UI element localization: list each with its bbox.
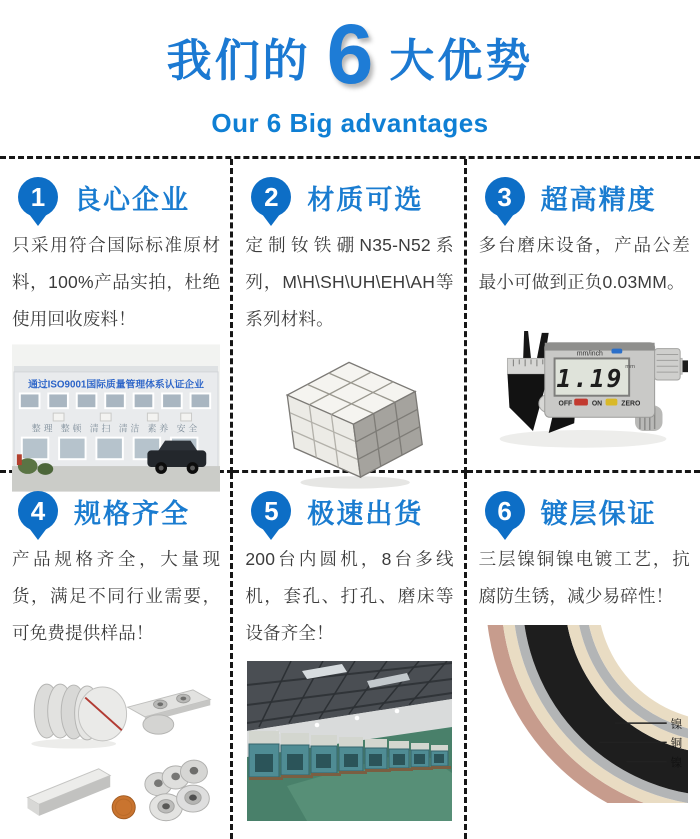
cell-5-head [251,491,453,531]
advantage-cell-6 [467,473,700,839]
coating-label-nickel-top: 镍 [670,718,683,731]
cell-3-description: 多台磨床设备，产品公差最小可做到正负0.03MM。 [478,235,690,292]
page-header [0,0,700,139]
digital-caliper-photo [480,307,688,455]
magnet-cubes-photo [249,343,449,493]
coating-label-nickel-bottom: 镍 [670,756,683,769]
number-badge-1: 1 [18,177,58,217]
cell-5-description: 200台内圆机，8台多线机，套孔、打孔、磨床等设备齐全！ [245,549,454,643]
cell-6-head [485,491,690,531]
advantage-cell-5 [233,473,466,839]
number-badge-4: 4 [18,491,58,531]
number-badge-3: 3 [485,177,525,217]
workshop-photo [247,661,452,821]
advantage-cell-2 [233,159,466,473]
coating-layers-diagram [480,625,688,803]
cell-2-head [251,177,453,217]
cell-6-title: 镀层保证 [540,498,657,529]
caliper-on-label: ON [592,400,603,408]
title-prefix: 我们的 [166,34,311,86]
page-subtitle: Our 6 Big advantages [211,108,489,138]
caliper-off-label: OFF [558,400,573,408]
cell-1-description: 只采用符合国际标准原材料，100%产品实拍，杜绝使用回收废料！ [12,235,221,329]
advantage-cell-4 [0,473,233,839]
caliper-display-value: 1.19 [556,363,624,393]
cell-3-head [485,177,690,217]
cell-6-description: 三层镍铜镍电镀工艺，抗腐防生锈，减少易碎性！ [478,549,690,606]
cell-1-title: 良心企业 [74,184,190,215]
number-badge-6: 6 [485,491,525,531]
factory-slogan-text: 整理 整顿 清扫 清洁 素养 安全 [32,423,201,434]
coating-label-copper: 铜 [670,737,683,750]
page-title [0,7,700,101]
cell-4-description: 产品规格齐全，大量现货，满足不同行业需要，可免费提供样品！ [12,549,221,643]
magnet-shapes-photo [12,661,220,839]
caliper-zero-label: ZERO [621,400,641,408]
advantage-grid [0,156,700,839]
cell-2-title: 材质可选 [307,184,424,215]
big-number-six: 6 [326,7,374,101]
cell-5-title: 极速出货 [307,498,424,529]
number-badge-5: 5 [251,491,291,531]
advantage-cell-3 [467,159,700,473]
advantage-cell-1 [0,159,233,473]
cell-4-title: 规格齐全 [74,498,190,529]
number-badge-2: 2 [251,177,291,217]
factory-building-photo [12,343,220,493]
cell-4-head [18,491,220,531]
caliper-unit-label: mm [625,363,636,370]
factory-banner-text: 通过ISO9001国际质量管理体系认证企业 [28,379,205,391]
title-suffix: 大优势 [389,34,534,86]
cell-2-description: 定制钕铁硼N35-N52系列，M\H\SH\UH\EH\AH等系列材料。 [245,235,454,329]
caliper-mode-label: mm/inch [577,349,604,357]
cell-1-head [18,177,220,217]
cell-3-title: 超高精度 [540,184,657,215]
